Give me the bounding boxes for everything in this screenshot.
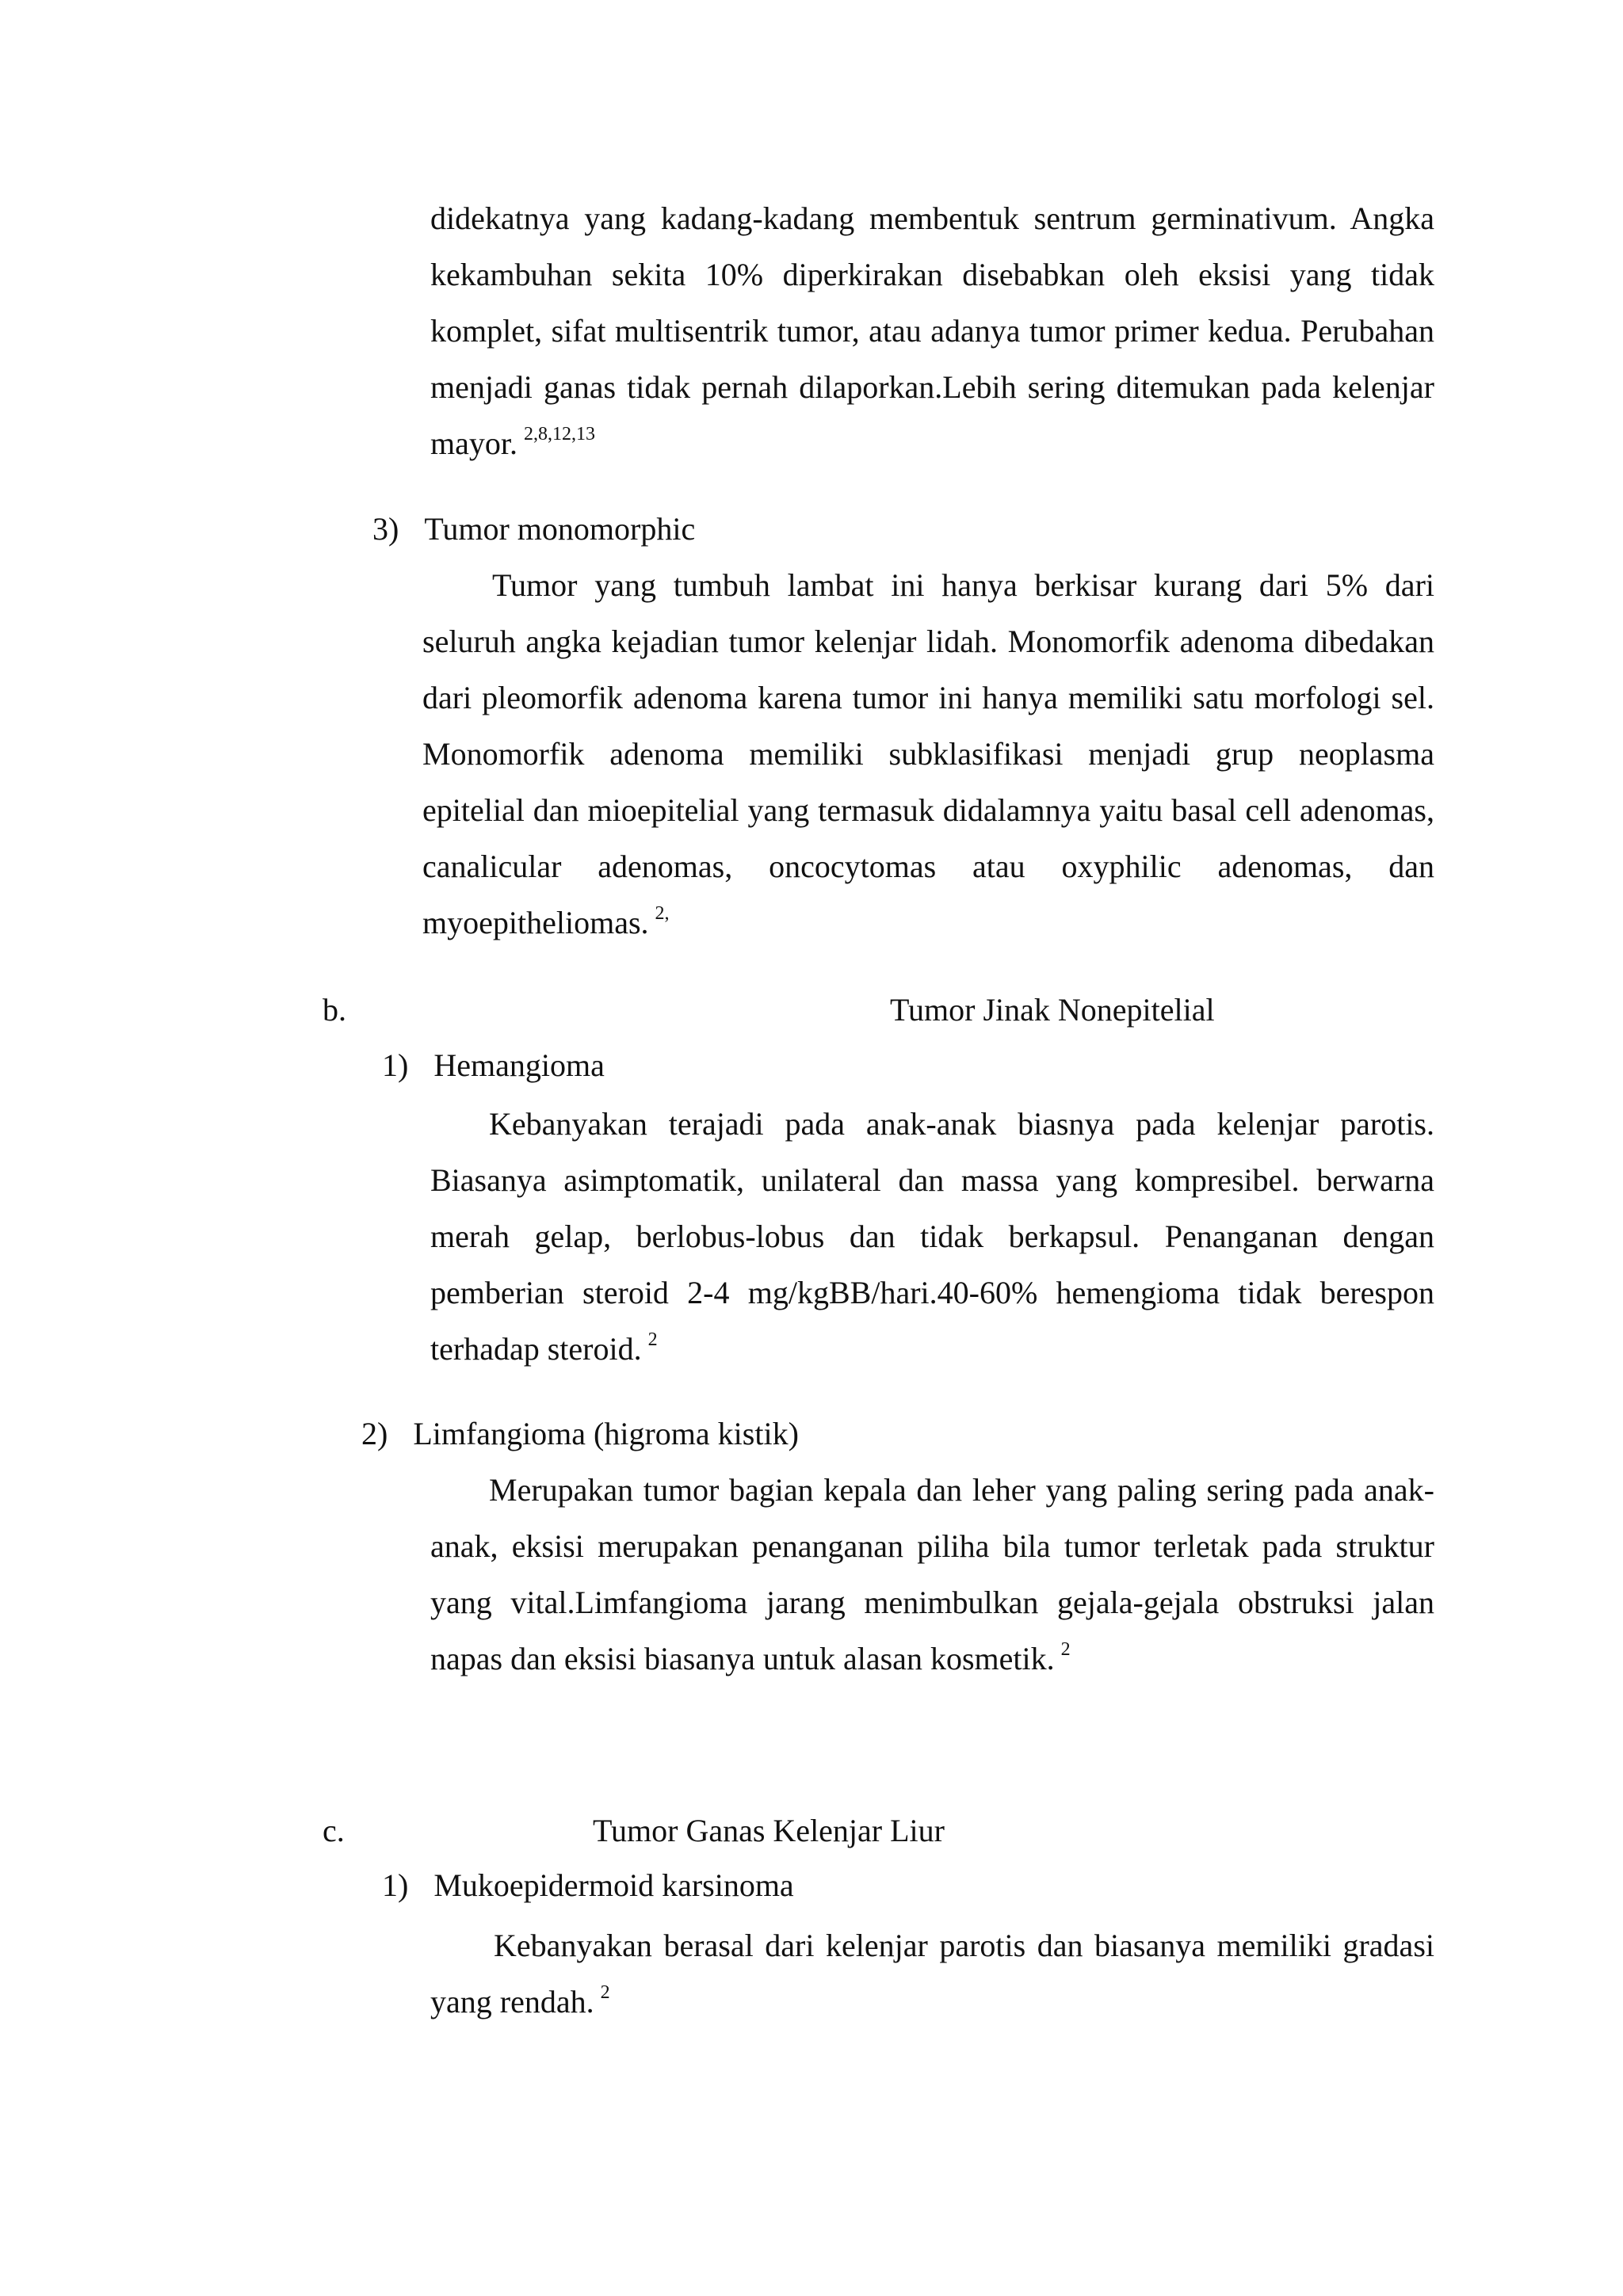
section-c-item-1-number: 1) bbox=[382, 1867, 409, 1903]
item-3-number: 3) bbox=[372, 511, 399, 547]
section-c-item-1-heading bbox=[382, 1866, 794, 1905]
section-b-item-2-paragraph-text: Merupakan tumor bagian kepala dan leher yang paling sering pada anak-anak, eksisi merupakan penanganan piliha bila tumor terletak pada struktur yang vital.Limfangioma jarang menimbulkan gejala-gejala obstruksi jalan napas dan eksisi biasanya untuk alasan kosmetik. bbox=[430, 1472, 1434, 1676]
section-c-letter: c. bbox=[323, 1813, 345, 1848]
section-b-item-1-number: 1) bbox=[382, 1047, 409, 1083]
item-3-paragraph bbox=[422, 557, 1434, 956]
section-b-item-2-number: 2) bbox=[361, 1416, 388, 1451]
section-b-item-2-heading bbox=[361, 1414, 799, 1454]
section-c-item-1-paragraph bbox=[430, 1917, 1434, 2035]
item-3-title: Tumor monomorphic bbox=[424, 511, 696, 547]
section-b-item-1-title: Hemangioma bbox=[433, 1047, 605, 1083]
section-b-item-1-heading bbox=[382, 1046, 605, 1085]
intro-paragraph bbox=[430, 190, 1434, 477]
section-c-item-1-reference: 2 bbox=[600, 1982, 610, 2003]
section-c-title: Tumor Ganas Kelenjar Liur bbox=[593, 1813, 945, 1848]
section-b-item-1-paragraph bbox=[430, 1096, 1434, 1383]
section-b-title: Tumor Jinak Nonepitelial bbox=[890, 992, 1215, 1028]
section-b-item-1-paragraph-text: Kebanyakan terajadi pada anak-anak biasnya pada kelenjar parotis. Biasanya asimptomatik, unilateral dan massa yang kompresibel. berwarna merah gelap, berlobus-lobus dan tidak berkapsul. Penanganan dengan pemberian steroid 2-4 mg/kgBB/hari.40-60% hemengioma tidak berespon terhadap steroid. bbox=[430, 1106, 1434, 1367]
section-b-item-2-title: Limfangioma (higroma kistik) bbox=[413, 1416, 799, 1451]
intro-paragraph-text: didekatnya yang kadang-kadang membentuk sentrum germinativum. Angka kekambuhan sekita 10% diperkirakan disebabkan oleh eksisi yang tidak komplet, sifat multisentrik tumor, atau adanya tumor primer kedua. Perubahan menjadi ganas tidak pernah dilaporkan.Lebih sering ditemukan pada kelenjar mayor. bbox=[430, 200, 1434, 461]
section-b-item-1-reference: 2 bbox=[647, 1329, 658, 1350]
item-3-reference: 2, bbox=[655, 903, 670, 924]
item-3-heading bbox=[372, 509, 695, 549]
section-c-item-1-paragraph-text: Kebanyakan berasal dari kelenjar parotis dan biasanya memiliki gradasi yang rendah. bbox=[430, 1928, 1434, 2019]
section-c-item-1-title: Mukoepidermoid karsinoma bbox=[433, 1867, 794, 1903]
section-b-letter: b. bbox=[323, 992, 346, 1028]
intro-reference: 2,8,12,13 bbox=[523, 424, 595, 444]
section-b-item-2-reference: 2 bbox=[1060, 1639, 1071, 1660]
item-3-paragraph-text: Tumor yang tumbuh lambat ini hanya berkisar kurang dari 5% dari seluruh angka kejadian tumor kelenjar lidah. Monomorfik adenoma dibedakan dari pleomorfik adenoma karena tumor ini hanya memiliki satu morfologi sel. Monomorfik adenoma memiliki subklasifikasi menjadi grup neoplasma epitelial dan mioepitelial yang termasuk didalamnya yaitu basal cell adenomas, canalicular adenomas, oncocytomas atau oxyphilic adenomas, dan myoepitheliomas. bbox=[422, 567, 1434, 940]
section-b-item-2-paragraph bbox=[430, 1462, 1434, 1692]
